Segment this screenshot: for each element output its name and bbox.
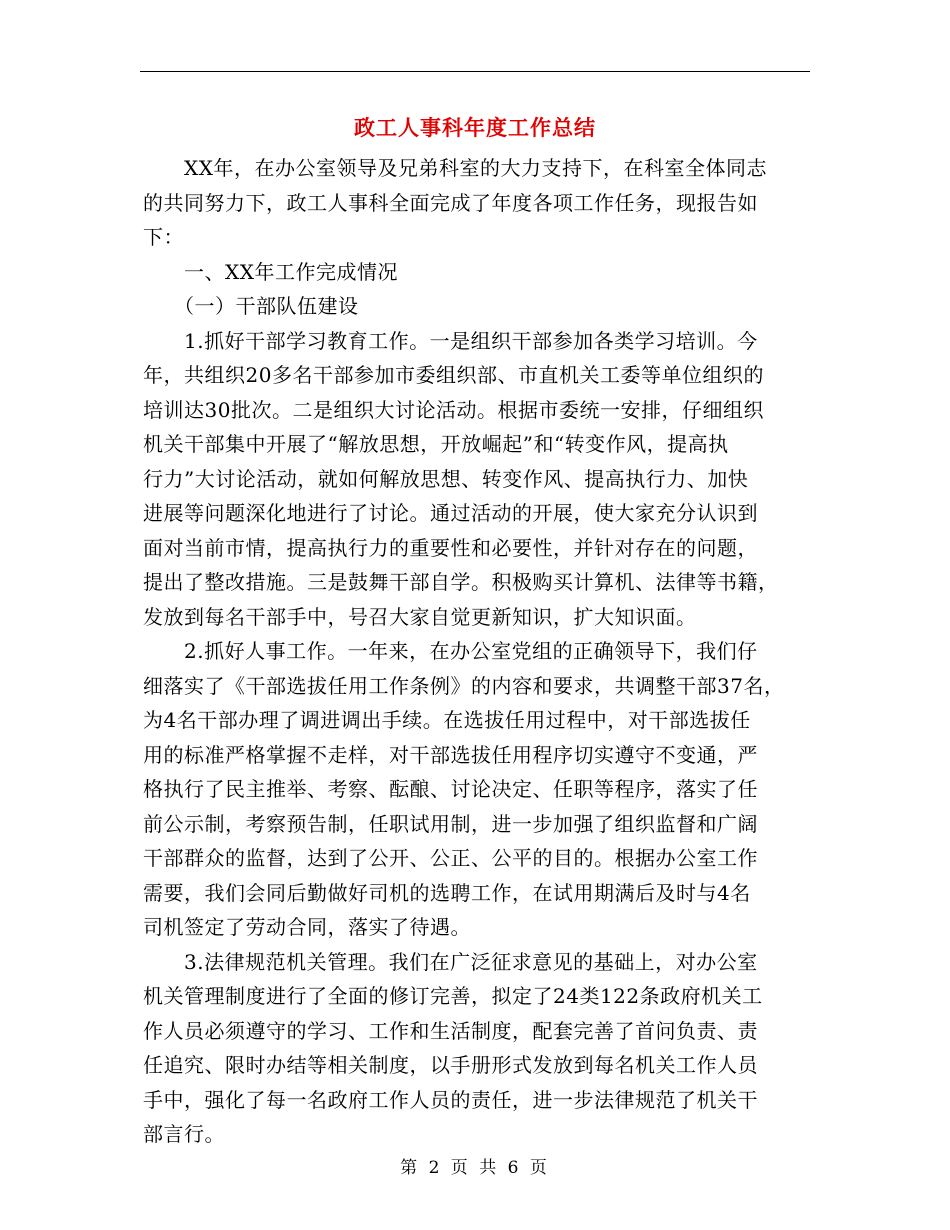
text-line: 一、XX年工作完成情况 <box>143 259 398 284</box>
text-line: 司机签定了劳动合同，落实了待遇。 <box>143 915 471 939</box>
text-line: XX年，在办公室领导及兄弟科室的大力支持下，在科室全体同志 <box>143 156 767 180</box>
document-body <box>143 151 803 1152</box>
text-line: 用的标准严格掌握不走样，对干部选拔任用程序切实遵守不变通，严 <box>143 742 758 767</box>
text-line: 3.法律规范机关管理。我们在广泛征求意见的基础上，对办公室 <box>143 949 758 974</box>
text-line: 1.抓好干部学习教育工作。一是组织干部参加各类学习培训。今 <box>143 328 758 353</box>
header-rule <box>140 71 810 72</box>
text-line: 干部群众的监督，达到了公开、公正、公平的目的。根据办公室工作 <box>143 846 758 870</box>
text-line: 下： <box>143 225 184 249</box>
text-line: 提出了整改措施。三是鼓舞干部自学。积极购买计算机、法律等书籍， <box>143 570 779 594</box>
text-line: 的共同努力下，政工人事科全面完成了年度各项工作任务，现报告如 <box>143 190 758 215</box>
text-line: 格执行了民主推举、考察、酝酿、讨论决定、任职等程序，落实了任 <box>143 777 758 801</box>
text-line: 需要，我们会同后勤做好司机的选聘工作，在试用期满后及时与4名 <box>143 880 751 905</box>
text-line: 发放到每名干部手中，号召大家自觉更新知识，扩大知识面。 <box>143 604 697 629</box>
text-line: 任追究、限时办结等相关制度，以手册形式发放到每名机关工作人员 <box>143 1053 758 1077</box>
text-line: 2.抓好人事工作。一年来，在办公室党组的正确领导下，我们仔 <box>143 639 758 663</box>
text-line: （一）干部队伍建设 <box>143 294 359 318</box>
text-line: 细落实了《干部选拔任用工作条例》的内容和要求，共调整干部37名， <box>143 673 785 698</box>
text-line: 培训达30批次。二是组织大讨论活动。根据市委统一安排，仔细组织 <box>143 397 764 422</box>
text-line: 为4名干部办理了调进调出手续。在选拔任用过程中，对干部选拔任 <box>143 708 751 732</box>
page-footer: 第 2 页 共 6 页 <box>400 1158 550 1178</box>
text-line: 前公示制，考察预告制，任职试用制，进一步加强了组织监督和广阔 <box>143 811 758 836</box>
document-title: 政工人事科年度工作总结 <box>354 115 596 140</box>
text-line: 年，共组织20多名干部参加市委组织部、市直机关工委等单位组织的 <box>143 363 764 387</box>
text-line: 面对当前市情，提高执行力的重要性和必要性，并针对存在的问题， <box>143 535 758 560</box>
text-line: 部言行。 <box>143 1122 225 1146</box>
text-line: 手中，强化了每一名政府工作人员的责任，进一步法律规范了机关干 <box>143 1087 758 1112</box>
text-line: 机关管理制度进行了全面的修订完善，拟定了24类122条政府机关工 <box>143 984 763 1008</box>
text-line: 行力”大讨论活动，就如何解放思想、转变作风、提高执行力、加快 <box>143 466 749 491</box>
text-line: 作人员必须遵守的学习、工作和生活制度，配套完善了首问负责、责 <box>143 1018 758 1043</box>
text-line: 机关干部集中开展了“解放思想，开放崛起”和“转变作风，提高执 <box>143 432 729 456</box>
text-line: 进展等问题深化地进行了讨论。通过活动的开展，使大家充分认识到 <box>143 501 758 525</box>
